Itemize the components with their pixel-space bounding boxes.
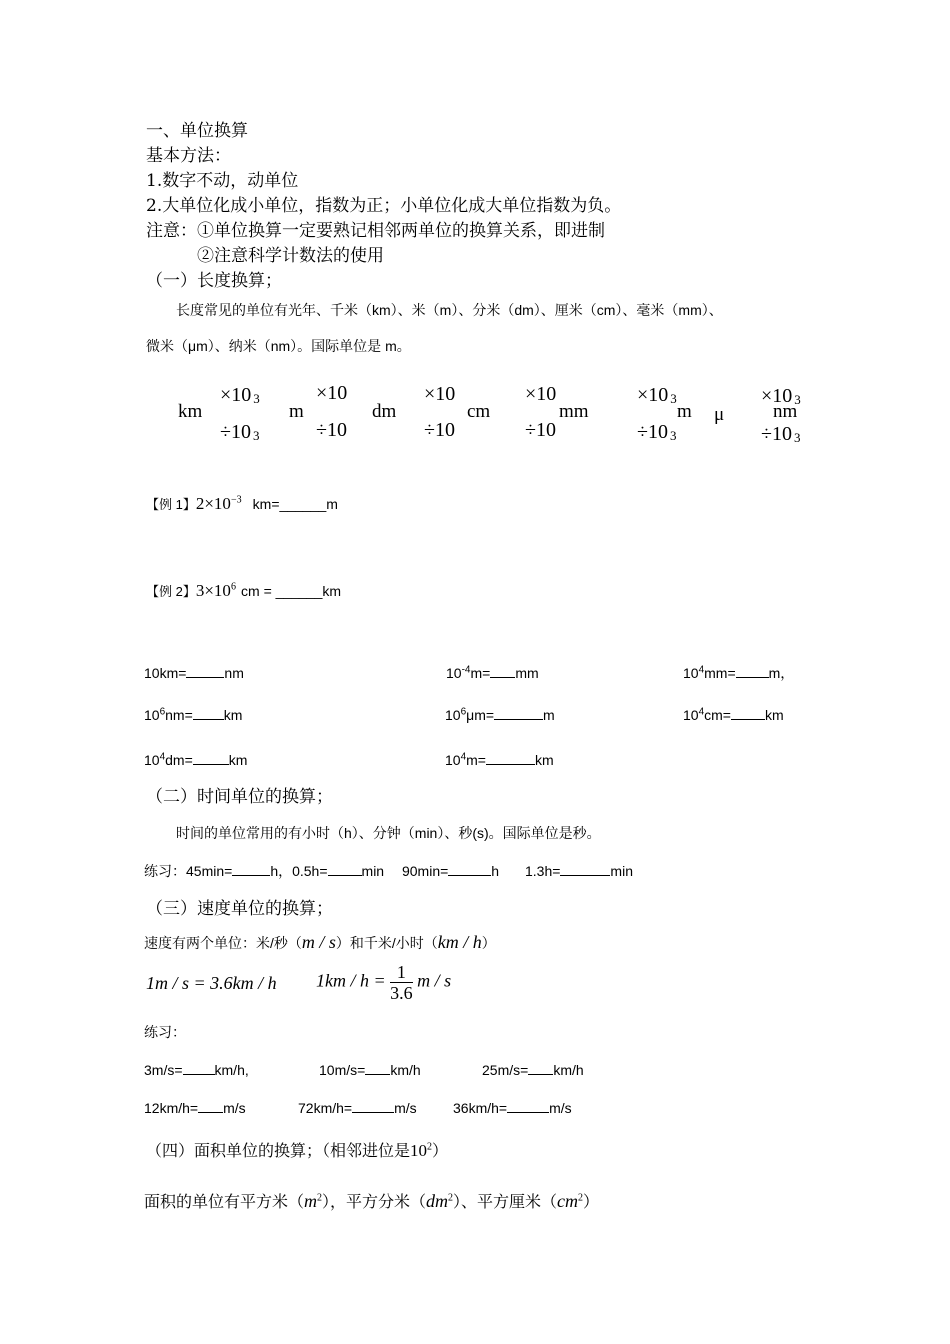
answer-blank[interactable] [328,861,362,876]
section-heading: 一、单位换算 [146,121,248,141]
length-section-title: （一）长度换算； [146,271,282,291]
practice-item: $10^6nm=$ km [144,706,243,723]
practice-item: $10^4dm=$ km [144,751,248,768]
divide-factor: ÷10 [525,419,556,441]
example-label: 【例 1】 [146,497,196,512]
answer-blank[interactable] [183,1060,215,1075]
answer-blank[interactable] [507,1098,549,1113]
answer-blank[interactable] [232,861,270,876]
practice-item: $10^4mm= m$， [683,664,795,681]
multiply-factor: ×10 3 [220,384,260,406]
example-expression: 2×10 [195,494,231,513]
answer-blank[interactable] [560,861,610,876]
answer-blank[interactable] [198,1098,223,1113]
multiply-factor: ×10 [525,383,557,405]
practice-item: $10^6\mu m= m$ [445,706,555,723]
practice-item: 36km/h= m/s [453,1100,572,1116]
practice-item: 25m/s= km/h [482,1062,584,1078]
answer-blank[interactable] [193,705,224,720]
unit-dm: dm [372,401,397,422]
answer-blank[interactable] [494,705,543,720]
example-answer: km=______m [252,496,338,512]
answer-blank[interactable] [352,1098,394,1113]
practice-item: 10km= nm [144,665,244,681]
speed-practice-label: 练习： [144,1024,186,1040]
multiply-factor: ×10 3 [761,385,801,407]
speed-section-title: （三）速度单位的换算； [146,899,333,919]
time-practice: 练习：45min= h，0.5h= min 90min= h 1.3h= min [144,863,633,879]
example-answer: cm = ______km [241,583,342,599]
example-exponent: 6 [230,581,236,593]
fraction: $\frac{1}{3.6}$ [390,962,413,1003]
unit-cm: cm [467,401,491,422]
note-item-2: ②注意科学计数法的使用 [197,246,384,266]
example-label: 【例 2】 [146,584,196,599]
multiply-factor: ×10 [316,382,348,404]
time-units-text: 时间的单位常用的有小时（h）、分钟（min）、秒(s)。国际单位是秒。 [176,825,601,841]
practice-item: $10^{-4}m=$ mm [446,664,539,681]
answer-blank[interactable] [186,663,224,678]
note-item-1: 注意：①单位换算一定要熟记相邻两单位的换算关系，即进制 [146,221,605,241]
answer-blank[interactable] [731,705,765,720]
answer-blank[interactable] [486,750,535,765]
divide-factor: ÷10 3 [761,423,801,445]
divide-factor: ÷10 3 [637,421,677,443]
practice-item: $10^4cm=$ km [683,706,784,723]
answer-blank[interactable] [736,663,769,678]
unit-mm: mm [559,401,589,422]
unit-km: km [178,401,203,422]
unit-mu: μ [714,404,725,425]
area-units-text: 面积的单位有平方米$(m^2)$，平方分米$(dm^2)$、平方厘米$(cm^2)$ [144,1191,600,1211]
speed-formula-1: 1m / s = 3.6km / h [146,973,277,993]
unit-m-micro: m [677,401,692,422]
example-1 [146,494,338,514]
practice-item: 12km/h= m/s [144,1100,246,1116]
method-title: 基本方法： [146,146,231,166]
multiply-factor: ×10 3 [637,384,677,406]
multiply-factor: ×10 [424,383,456,405]
speed-units-text: 速度有两个单位：米/秒（m / s）和千米/小时（km / h） [144,932,496,952]
length-units-text-2: 微米（μm）、纳米（nm）。国际单位是 m。 [146,338,411,354]
practice-item: 10m/s= km/h [319,1062,421,1078]
unit-nm: nm [773,401,798,422]
speed-formula-2: 1km / h = $\frac{1}{3.6}$ m / s [316,962,452,1003]
length-units-text-1: 长度常见的单位有光年、千米（km）、米（m）、分米（dm）、厘米（cm）、毫米（mm）、 [176,302,723,318]
divide-factor: ÷10 3 [220,421,260,443]
method-item-2: 2.大单位化成小单位，指数为正；小单位化成大单位指数为负。 [146,196,622,216]
practice-item: 72km/h= m/s [298,1100,417,1116]
example-2 [146,581,341,601]
divide-factor: ÷10 [316,419,347,441]
method-item-1: 1.数字不动，动单位 [146,171,299,191]
example-exponent: −3 [230,494,242,506]
answer-blank[interactable] [448,861,491,876]
example-expression: 3×10 [195,581,231,600]
practice-item: $10^4m=$ km [445,751,554,768]
answer-blank[interactable] [193,750,229,765]
practice-item: 3m/s= km/h, [144,1062,249,1078]
answer-blank[interactable] [528,1060,553,1075]
unit-m: m [289,401,304,422]
area-section-title: （四）面积单位的换算；（相邻进位是$10^2$） [146,1141,449,1160]
answer-blank[interactable] [365,1060,390,1075]
divide-factor: ÷10 [424,419,455,441]
time-section-title: （二）时间单位的换算； [146,787,333,807]
answer-blank[interactable] [490,663,515,678]
